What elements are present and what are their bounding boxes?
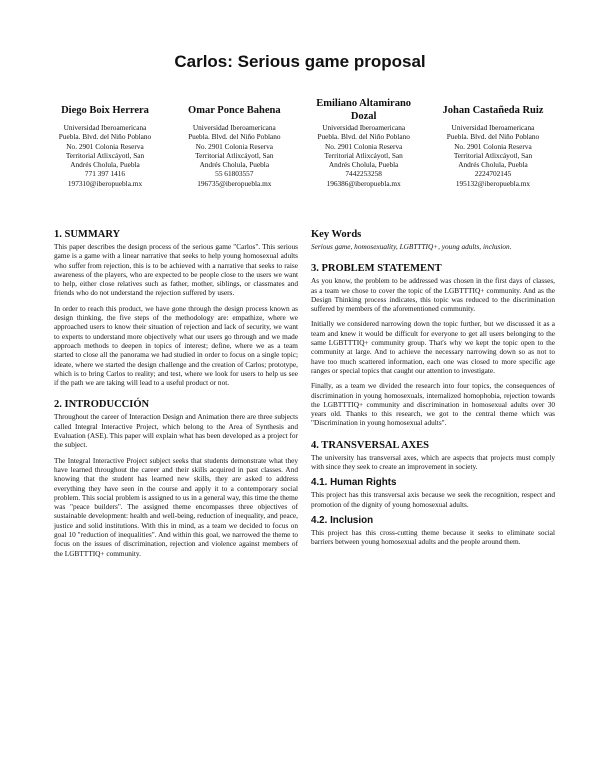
author-block [44,97,554,188]
keywords-text: Serious game, homosexuality, LGBTTTIQ+, young adults, inclusion. [311,242,512,251]
problem-paragraph: Initially we considered narrowing down the topic further, but we discussed it as a team and knew it would be difficult for everyone to get all users belonging to the same LGBTTTIQ+ community group. That's why we kept the topic open to the community at large. And to achieve the necessary narrowing down so as not to have too much scattered information, each one was closed to more specific age ranges or special topics that caught our attention to investigate. [311,319,555,375]
right-column [311,228,555,547]
author-card [303,97,425,188]
human-rights-paragraph: This project has this transversal axis because we seek the recognition, respect and promotion of the dignity of young homosexual adults. [311,490,555,509]
inclusion-heading: 4.2. Inclusion [311,514,374,526]
author-card [44,97,166,188]
intro-paragraph: Throughout the career of Interaction Design and Animation there are three subjects called Integral Interactive Project, which belong to the Area of Synthesis and Evaluation (ASE). This paper will explain what has been developed as a project for the subject. [54,412,298,450]
author-affiliation-line: Universidad Iberoamericana [63,123,147,132]
author-phone: 2224702145 [474,169,512,179]
summary-paragraph: In order to reach this product, we have gone through the design process known as design thinking, the five steps of the methodology are: empathize, where we approached users to know their situation of rejection and lack of security, we want to experts to understand more objectively what our users go through and we made approach methods to deepen in topics of interest; define, where we as a team started to close all the panorama we had studied in order to focus on a single topic; ideate, where we started the design challenge and the creation of Carlos; prototype, which is to bring Carlos to reality; and test, where we look for users to help us see if the path we are taking will lead to a useful product or not. [54,303,298,388]
left-column [54,228,298,558]
author-phone: 55 61803557 [215,169,254,179]
author-email: 196735@iberopuebla.mx [197,178,272,188]
intro-paragraph: The Integral Interactive Project subject seeks that students demonstrate what they have learned throughout the career and their skills acquired in past classes. And knowing that the student has learned new skills, they are asked to address everything they have seen in the course and apply it to a contemporary social problem. This social problem is assigned to us in a general way, this time the theme was "peace builders". The assigned theme encompasses three objectives of sustainable development: health and well-being, reduction of inequality, and peace, justice and solid institutions. With this in mind, as a team we decided to focus on goal 10 "reduction of inequalities". And within this goal, we narrowed the theme to focus on the issues of discrimination, rejection and violence against members of the LGBTTTIQ+ community. [54,455,298,558]
author-affiliation-line: No. 2901 Colonia Reserva [195,141,274,151]
problem-heading: 3. PROBLEM STATEMENT [311,263,442,275]
author-affiliation-line: Andrés Cholula, Puebla [328,160,399,170]
author-affiliation-line: No. 2901 Colonia Reserva [66,141,144,151]
author-affiliation-line: Andrés Cholula, Puebla [199,160,270,170]
author-email: 197310@iberopuebla.mx [67,178,143,188]
transversal-heading: 4. TRANSVERSAL AXES [311,439,429,451]
summary-paragraph: This paper describes the design process of the serious game "Carlos". This serious game is a game with a linear narrative that seeks to help young homosexual adults who suffer from rejection, this is to be achieved with a narrative that seeks to raise awareness of the players, who are expected to be people close to the users we want to help, either close relatives such as father, mother, siblings, or classmates and friends who do not understand the rejection suffered by users. [54,242,298,298]
author-affiliation-line: Territorial Atlixcáyotl, San [453,150,533,160]
author-affiliation-line: Territorial Atlixcáyotl, San [324,150,403,160]
author-affiliation-line: Puebla. Blvd. del Niño Poblano [446,132,540,142]
author-affiliation-line: Universidad Iberoamericana [451,123,535,132]
author-name: Emiliano Altamirano Dozal [316,98,412,122]
author-phone: 7442253258 [345,169,382,179]
author-card [432,97,554,188]
author-affiliation-line: Andrés Cholula, Puebla [458,160,528,170]
intro-heading: 2. INTRODUCCIÓN [54,399,150,411]
author-affiliation-line: Puebla. Blvd. del Niño Poblano [317,132,410,142]
author-affiliation-line: Puebla. Blvd. del Niño Poblano [58,132,152,142]
author-name: Johan Castañeda Ruiz [442,104,544,116]
author-phone: 771 397 1416 [84,169,126,179]
transversal-paragraph: The university has transversal axes, which are aspects that projects must comply with since they seek to create an improvement in society. [311,452,555,472]
author-affiliation-line: No. 2901 Colonia Reserva [324,141,403,151]
paper-title: Carlos: Serious game proposal [174,52,426,71]
author-name: Omar Ponce Bahena [188,104,281,116]
keywords-heading: Key Words [311,229,362,240]
author-name: Diego Boix Herrera [61,104,149,116]
author-card [173,97,295,188]
author-email: 195132@iberopuebla.mx [455,178,531,188]
problem-paragraph: As you know, the problem to be addressed was chosen in the first days of classes, as a team we chose to cover the topic of the LGBTTTIQ+ community. And as the Design Thinking process indicates, this topic was reduced to the discrimination suffered by members of the aforementioned community. [311,276,555,314]
author-affiliation-line: Universidad Iberoamericana [192,123,276,132]
author-affiliation-line: Andrés Cholula, Puebla [70,160,140,170]
author-affiliation-line: Universidad Iberoamericana [322,123,406,132]
author-affiliation-line: Puebla. Blvd. del Niño Poblano [188,132,281,142]
author-affiliation-line: Territorial Atlixcáyotl, San [195,150,274,160]
human-rights-heading: 4.1. Human Rights [311,477,397,489]
author-affiliation-line: No. 2901 Colonia Reserva [454,141,532,151]
author-email: 196386@iberopuebla.mx [326,178,401,188]
problem-paragraph: Finally, as a team we divided the research into four topics, the consequences of discrimination in young homosexuals, internalized homophobia, rejection towards the LGBTTTIQ+ community and discrimination in homosexual adults over 30 years old. Thanks to this research, we got to the central theme which was "Discrimination in young homosexual adults". [311,381,555,428]
author-affiliation-line: Territorial Atlixcáyotl, San [65,150,145,160]
summary-heading: 1. SUMMARY [54,229,121,240]
inclusion-paragraph: This project has this cross-cutting theme because it seeks to eliminate social barriers between young homosexual adults and the people around them. [311,527,555,547]
